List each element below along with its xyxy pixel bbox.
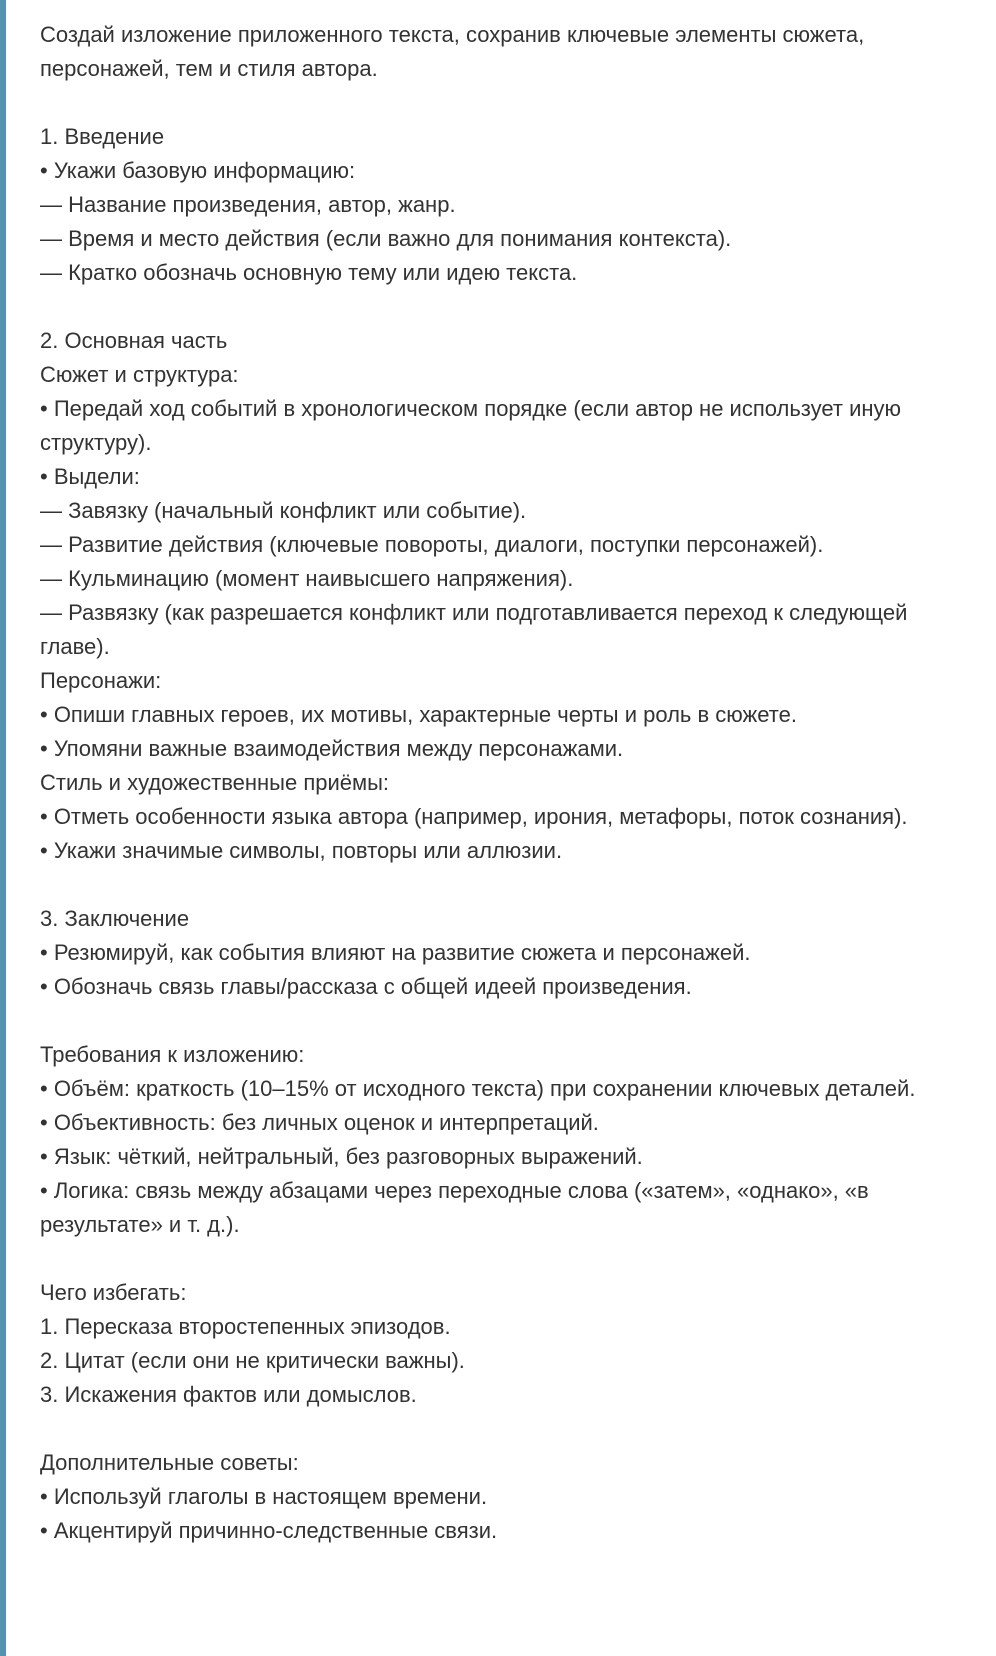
section-main-part	[40, 324, 948, 868]
list-item: — Развязку (как разрешается конфликт или подготавливается переход к следующей главе).	[40, 600, 908, 659]
list-item: • Акцентируй причинно-следственные связи.	[40, 1518, 498, 1543]
list-item: • Объём: краткость (10–15% от исходного текста) при сохранении ключевых деталей.	[40, 1076, 916, 1101]
section-avoid	[40, 1276, 948, 1412]
intro-paragraph	[40, 18, 948, 86]
subsection-heading: Сюжет и структура:	[40, 362, 239, 387]
list-item: • Резюмируй, как события влияют на развитие сюжета и персонажей.	[40, 940, 751, 965]
subsection-heading: Персонажи:	[40, 668, 162, 693]
section-heading: Дополнительные советы:	[40, 1450, 299, 1475]
list-item: — Время и место действия (если важно для понимания контекста).	[40, 226, 732, 251]
section-heading: 1. Введение	[40, 124, 165, 149]
list-item: — Кратко обозначь основную тему или идею текста.	[40, 260, 578, 285]
quote-accent-bar	[0, 0, 6, 1656]
list-item: — Завязку (начальный конфликт или событие).	[40, 498, 527, 523]
list-item: — Кульминацию (момент наивысшего напряжения).	[40, 566, 574, 591]
intro-line: Создай изложение приложенного текста, сохранив ключевые элементы сюжета, персонажей, тем и стиля автора.	[40, 22, 865, 81]
prompt-text-block	[40, 18, 948, 1582]
section-heading: Чего избегать:	[40, 1280, 187, 1305]
list-item: • Укажи базовую информацию:	[40, 158, 356, 183]
list-item: • Укажи значимые символы, повторы или аллюзии.	[40, 838, 563, 863]
list-item: — Развитие действия (ключевые повороты, диалоги, поступки персонажей).	[40, 532, 824, 557]
list-item: • Упомяни важные взаимодействия между персонажами.	[40, 736, 624, 761]
list-item: • Отметь особенности языка автора (например, ирония, метафоры, поток сознания).	[40, 804, 908, 829]
list-item: • Язык: чёткий, нейтральный, без разговорных выражений.	[40, 1144, 643, 1169]
subsection-heading: Стиль и художественные приёмы:	[40, 770, 390, 795]
section-tips	[40, 1446, 948, 1548]
list-item: 3. Искажения фактов или домыслов.	[40, 1382, 417, 1407]
section-heading: 3. Заключение	[40, 906, 190, 931]
list-item: — Название произведения, автор, жанр.	[40, 192, 456, 217]
list-item: • Выдели:	[40, 464, 140, 489]
list-item: • Опиши главных героев, их мотивы, характерные черты и роль в сюжете.	[40, 702, 797, 727]
section-requirements	[40, 1038, 948, 1242]
list-item: 1. Пересказа второстепенных эпизодов.	[40, 1314, 451, 1339]
list-item: • Обозначь связь главы/рассказа с общей идеей произведения.	[40, 974, 692, 999]
list-item: 2. Цитат (если они не критически важны).	[40, 1348, 465, 1373]
list-item: • Логика: связь между абзацами через переходные слова («затем», «однако», «в результате» и т. д.).	[40, 1178, 869, 1237]
section-heading: 2. Основная часть	[40, 328, 228, 353]
section-heading: Требования к изложению:	[40, 1042, 305, 1067]
list-item: • Используй глаголы в настоящем времени.	[40, 1484, 488, 1509]
section-introduction	[40, 120, 948, 290]
list-item: • Передай ход событий в хронологическом порядке (если автор не использует иную структуру).	[40, 396, 902, 455]
section-conclusion	[40, 902, 948, 1004]
list-item: • Объективность: без личных оценок и интерпретаций.	[40, 1110, 599, 1135]
